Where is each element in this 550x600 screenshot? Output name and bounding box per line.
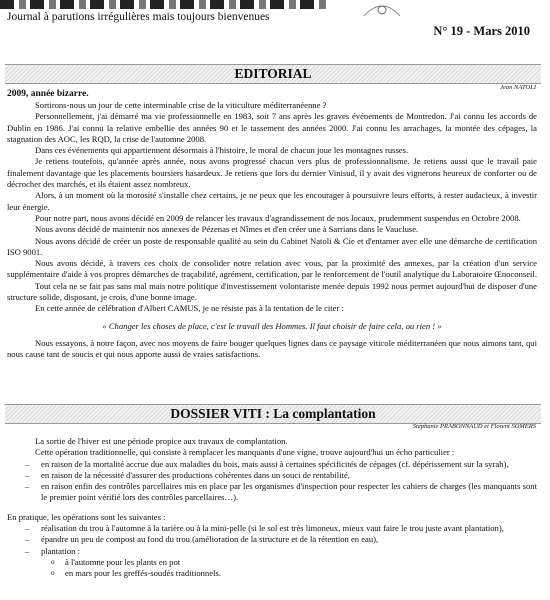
masthead-tagline: Journal à parutions irrégulières mais toujours bienvenues — [7, 11, 270, 23]
editorial-author: Jean NATOLI — [500, 84, 536, 91]
editorial-paragraph: Pour notre part, nous avons décidé en 2009 de relancer les travaux d'agrandissement de nos locaux, prudemment suspendus en Octobre 2008. — [35, 212, 521, 223]
editorial-heading: EDITORIAL — [5, 64, 541, 84]
editorial-body — [7, 88, 537, 361]
list-item: – réalisation du trou à l'automne à la tarière ou à la mini-pelle (si le sol est très limoneux, mieux vaut faire le trou juste avant plantation), — [25, 523, 537, 534]
editorial-paragraph: Nous avons décidé de maintenir nos annexes de Pézenas et Nîmes et d'en créer une à Sarrians dans le Vaucluse. — [35, 224, 419, 235]
list-item: – plantation : — [25, 546, 537, 557]
editorial-subhead: 2009, année bizarre. — [7, 89, 89, 99]
issue-number: N° 19 - Mars 2010 — [433, 24, 530, 38]
editorial-paragraph: Personnellement, j'ai démarré ma vie professionnelle en 1983, soit 7 ans après les graves événements de Montredon. J'ai connu les accords de Dublin en 1986. J'ai connu la relative embellie des années 90 et le tassement des années 2000. J'ai connu les arrachages, la montée des cépages, la stagnation des AOC, les RQD, la crise de l'automne 2008. — [7, 111, 537, 144]
dossier-body — [7, 436, 537, 580]
list-item: – épandre un peu de compost au fond du trou (amélioration de la structure et de la rétention en eau), — [25, 534, 537, 545]
operations-list — [7, 523, 537, 557]
editorial-paragraph: Tout cela ne se fait pas sans mal mais notre politique d'investissement volontariste menée depuis 1992 nous permet aujourd'hui de disposer d'une structure solide, disposant, je crois, d'une bonne image. — [7, 280, 537, 303]
dossier-heading: DOSSIER VITI : La complantation — [5, 404, 541, 424]
editorial-paragraph: Je retiens toutefois, qu'année après année, nous avons progressé chacun vers plus de professionnalisme. Je retiens aussi que le travail paie finalement davantage que les placements boursiers hasardeux. Je retiens que lors du dernier Vinisud, il y avait des vignerons heureux de conforter ou de décrocher des marchés, et ils étaient assez nombreux. — [7, 156, 537, 190]
editorial-closing: Nous essayons, à notre façon, avec nos moyens de faire bouger quelques lignes dans ce paysage viticole méditerranéen que nous aimons tant, qui nous cause tant de soucis et qui nous apporte aussi de vraies satisfactions. — [7, 337, 537, 360]
reasons-list — [7, 459, 537, 504]
editorial-paragraph: En cette année de célébration d'Albert CAMUS, je ne résiste pas à la tentation de le citer : — [35, 303, 344, 314]
editorial-paragraph: Nous avons décidé, à travers ces choix de consolider notre relation avec vous, par la proximité des annexes, par la création d'un service supplémentaire d'aide à vos propres démarches de traçabilité, agrément, certification, par le renforcement de l'outil analytique du Laboratoire Œnoconseil. — [7, 258, 537, 280]
editorial-paragraph: Nous avons décidé de créer un poste de responsable qualité au sein du Cabinet Natoli & Cie et d'entamer avec elle une démarche de certification ISO 9001. — [7, 235, 537, 257]
camus-quote: « Changer les choses de place, c'est le travail des Hommes. Il faut choisir de faire cela, ou rien ! » — [102, 320, 442, 331]
planting-sublist — [7, 557, 537, 580]
editorial-paragraph: Dans ces événements qui appartiennent désormais à l'histoire, le moral de chacun joue les montagnes russes. — [35, 145, 409, 156]
list-item: – en raison de la nécessité d'assurer des productions cohérentes dans un souci de rentabilité, — [25, 470, 537, 481]
dossier-intro: La sortie de l'hiver est une période propice aux travaux de complantation. — [35, 436, 288, 446]
list-item: – en raison de la mortalité accrue due aux maladies du bois, mais aussi à certaines spécificités de cépages (cf. dépérissement sur la syrah), — [25, 459, 537, 470]
editorial-paragraph: Alors, à un moment où la morosité s'installe chez certains, je ne peux que les encourager à poursuivre leurs efforts, à rester audacieux, à investir leur énergie. — [7, 190, 537, 212]
operations-intro: En pratique, les opérations sont les suivantes : — [7, 511, 166, 522]
list-item: o en mars pour les greffés-soudés traditionnels. — [51, 568, 537, 579]
logo-icon — [362, 0, 402, 16]
dossier-authors: Stéphanie PRABONNAUD et Florent SOMERS — [412, 423, 536, 430]
list-item: – en raison enfin des contrôles parcellaires mis en place par les organismes d'inspection pour respecter les cahiers de charges (les manquants sont le premier point vérifié lors des contrôles parcellaires…). — [25, 481, 537, 504]
list-item: o à l'automne pour les plants en pot — [51, 557, 537, 568]
dossier-lead: Cette opération traditionnelle, qui consiste à remplacer les manquants d'une vigne, trouve aujourd'hui un écho particulier : — [35, 447, 455, 458]
editorial-paragraph: Sortirons-nous un jour de cette interminable crise de la viticulture méditerranéenne ? — [35, 100, 327, 110]
masthead-pattern-bar — [0, 0, 330, 9]
